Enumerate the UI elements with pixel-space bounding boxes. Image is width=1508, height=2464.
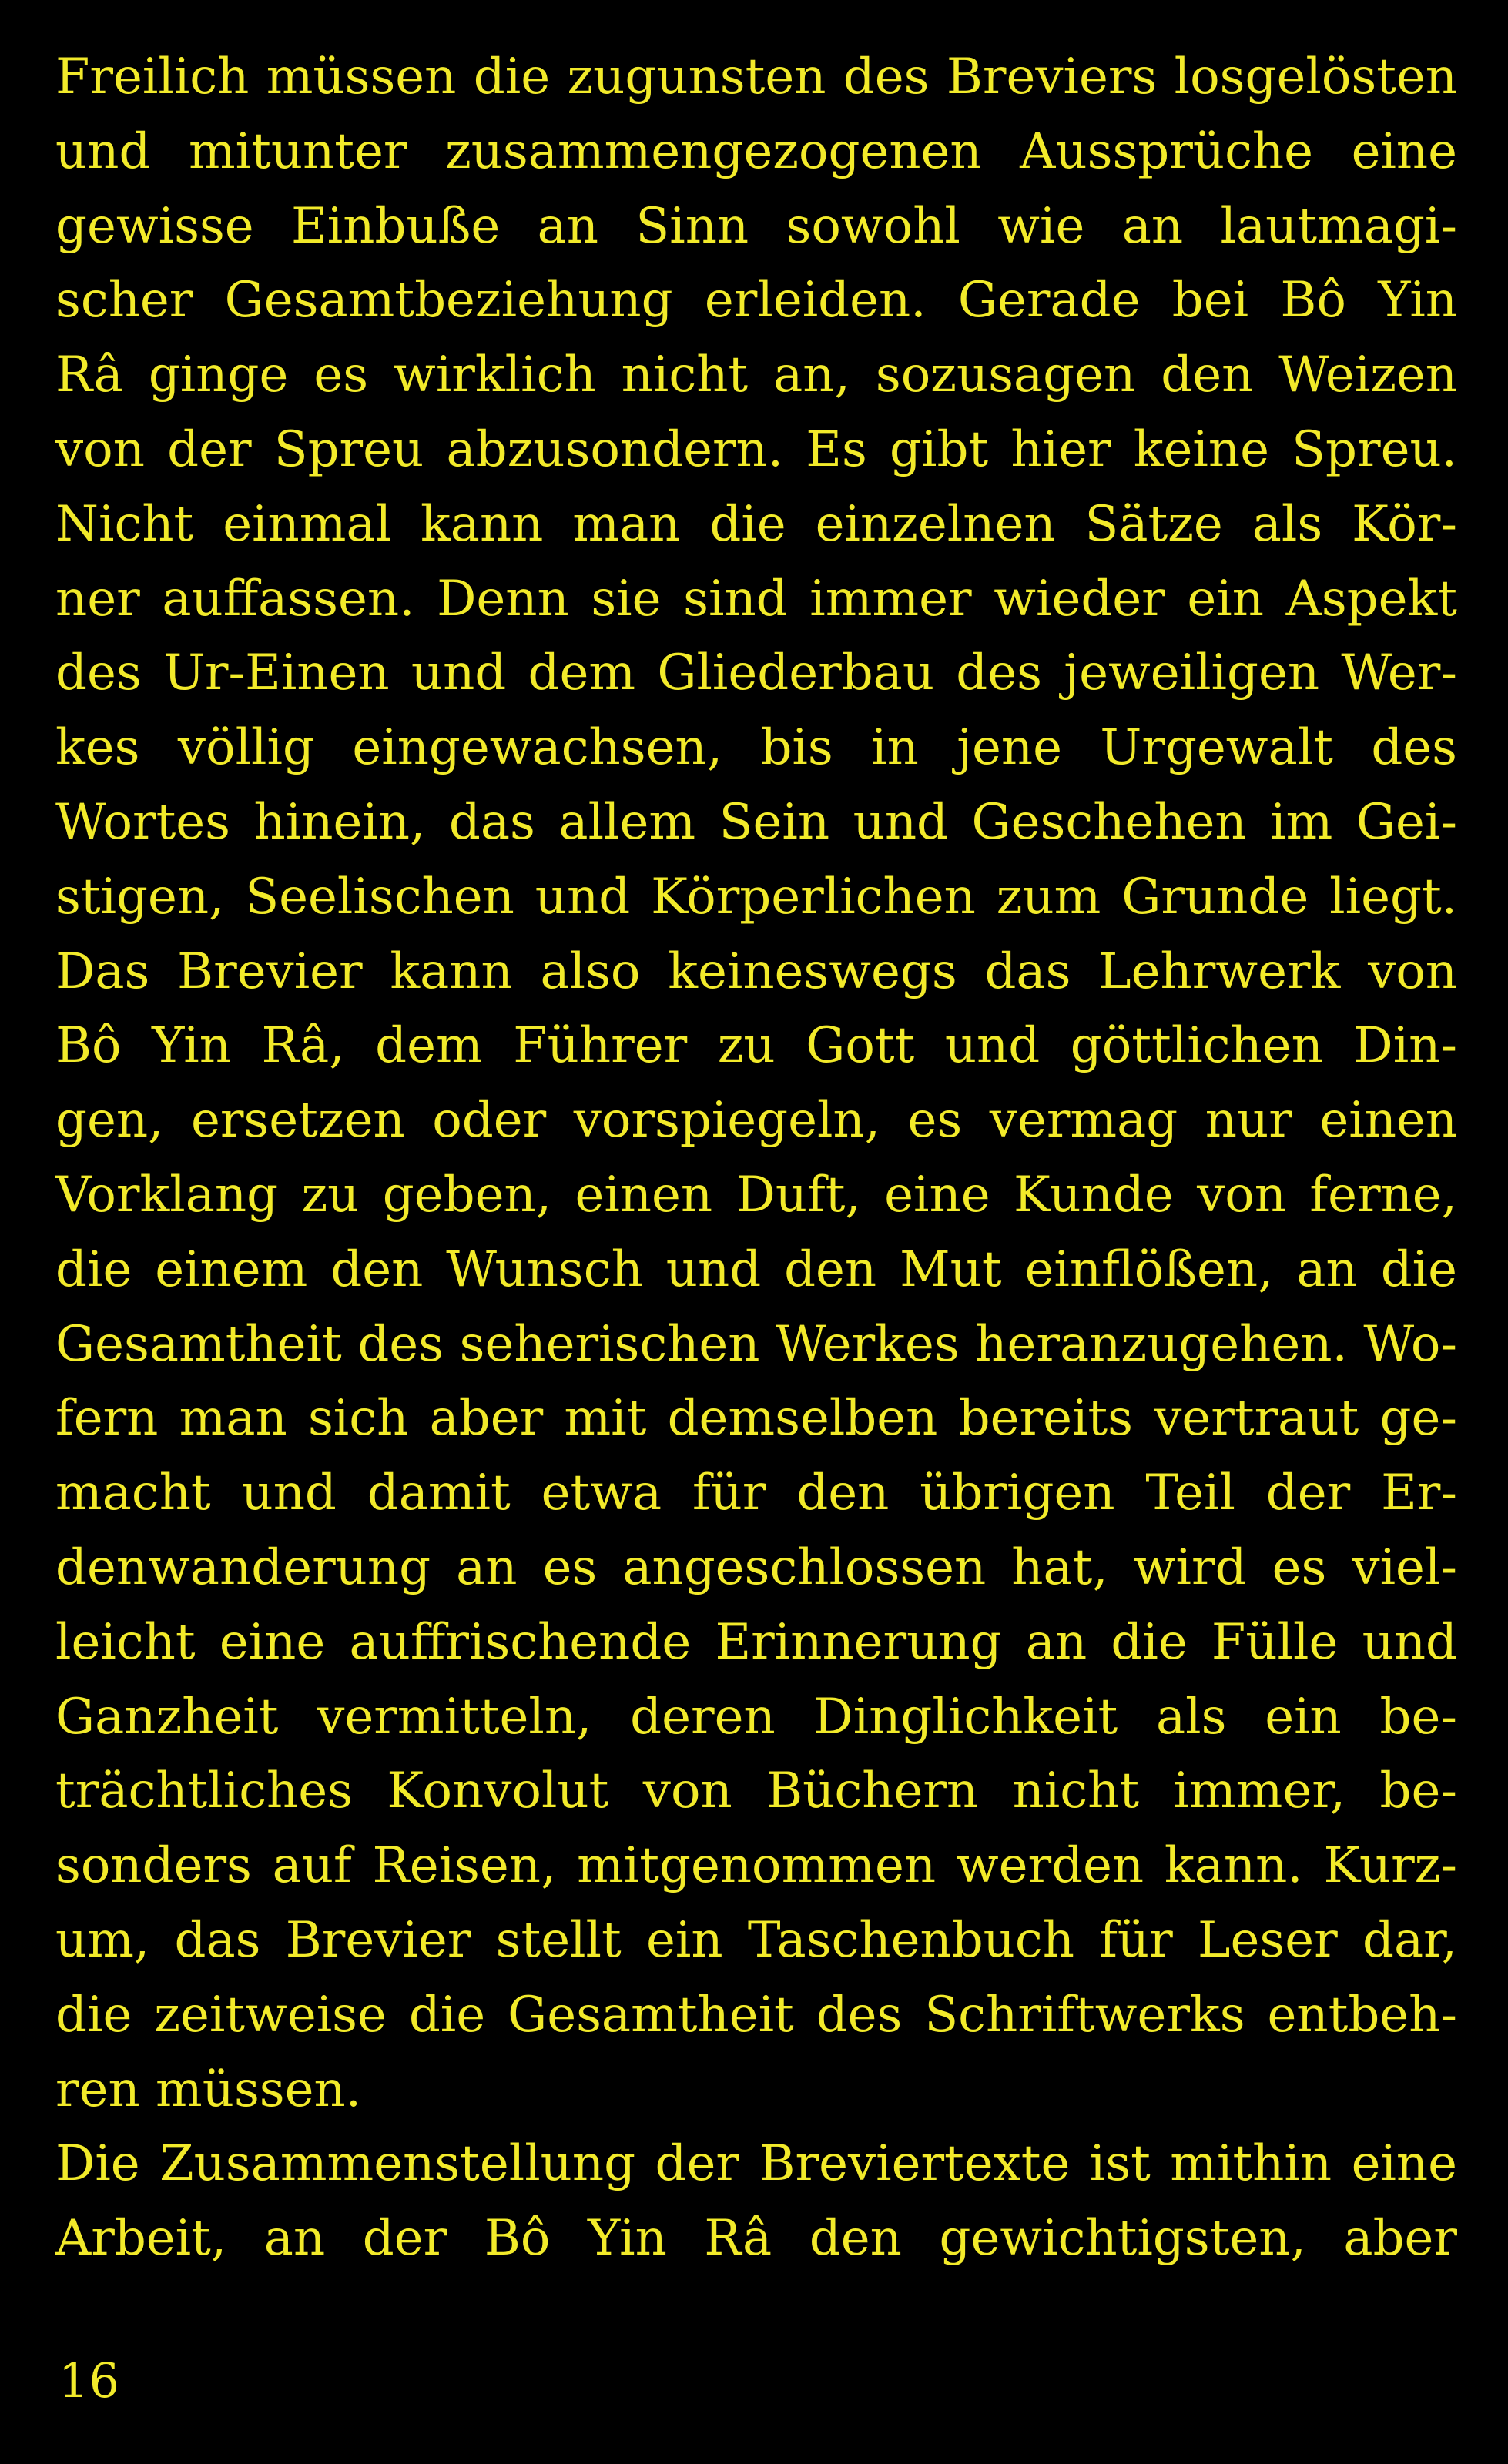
text-line: um, das Brevier stellt ein Taschenbuch für Leser dar, [55, 1911, 1457, 1969]
text-line: ren müssen. [55, 2061, 362, 2118]
text-line: Das Brevier kann also keineswegs das Lehrwerk von [55, 942, 1457, 1000]
text-line: macht und damit etwa für den übrigen Teil der Er- [55, 1465, 1457, 1522]
page-number: 16 [59, 2352, 119, 2409]
text-line: sonders auf Reisen, mitgenommen werden kann. Kurz- [55, 1837, 1457, 1895]
text-line: denwanderung an es angeschlossen hat, wird es viel- [55, 1538, 1457, 1596]
text-line: scher Gesamtbeziehung erleiden. Gerade bei Bô Yin [55, 272, 1457, 330]
paragraph-2 [55, 2127, 1457, 2276]
text-line: kes völlig eingewachsen, bis in jene Urgewalt des [55, 719, 1457, 777]
text-line: die einem den Wunsch und den Mut einflößen, an die [55, 1240, 1457, 1298]
text-line: Vorklang zu geben, einen Duft, eine Kunde von ferne, [55, 1166, 1457, 1224]
text-line: fern man sich aber mit demselben bereits vertraut ge- [55, 1390, 1457, 1448]
text-line: Wortes hinein, das allem Sein und Geschehen im Gei- [55, 793, 1457, 851]
text-line: Gesamtheit des seherischen Werkes heranzugehen. Wo- [55, 1315, 1457, 1373]
text-line: die zeitweise die Gesamtheit des Schriftwerks entbeh- [55, 1986, 1457, 2044]
text-line: Nicht einmal kann man die einzelnen Sätze als Kör- [55, 495, 1457, 553]
text-line: von der Spreu abzusondern. Es gibt hier keine Spreu. [55, 420, 1457, 478]
text-line: Râ ginge es wirklich nicht an, sozusagen den Weizen [55, 346, 1457, 404]
paragraph-1 [55, 40, 1457, 2127]
text-line: leicht eine auffrischende Erinnerung an die Fülle und [55, 1613, 1457, 1671]
text-line: Die Zusammenstellung der Breviertexte ist mithin eine [55, 2135, 1457, 2193]
text-line: ner auffassen. Denn sie sind immer wieder ein Aspekt [55, 570, 1457, 628]
text-line: gen, ersetzen oder vorspiegeln, es vermag nur einen [55, 1092, 1457, 1150]
text-line: gewisse Einbuße an Sinn sowohl wie an lautmagi- [55, 197, 1457, 255]
body-text [55, 40, 1457, 2276]
text-line: Freilich müssen die zugunsten des Breviers losgelösten [55, 49, 1457, 105]
text-line: und mitunter zusammengezogenen Aussprüche eine [55, 122, 1457, 180]
text-line: Ganzheit vermitteln, deren Dinglichkeit als ein be- [55, 1688, 1457, 1746]
text-line: Arbeit, an der Bô Yin Râ den gewichtigsten, aber [55, 2210, 1457, 2268]
text-line: des Ur-Einen und dem Gliederbau des jeweiligen Wer- [55, 644, 1457, 702]
text-line: Bô Yin Râ, dem Führer zu Gott und göttlichen Din- [55, 1017, 1457, 1075]
text-line: trächtliches Konvolut von Büchern nicht immer, be- [55, 1763, 1457, 1820]
text-line: stigen, Seelischen und Körperlichen zum Grunde liegt. [55, 868, 1457, 926]
